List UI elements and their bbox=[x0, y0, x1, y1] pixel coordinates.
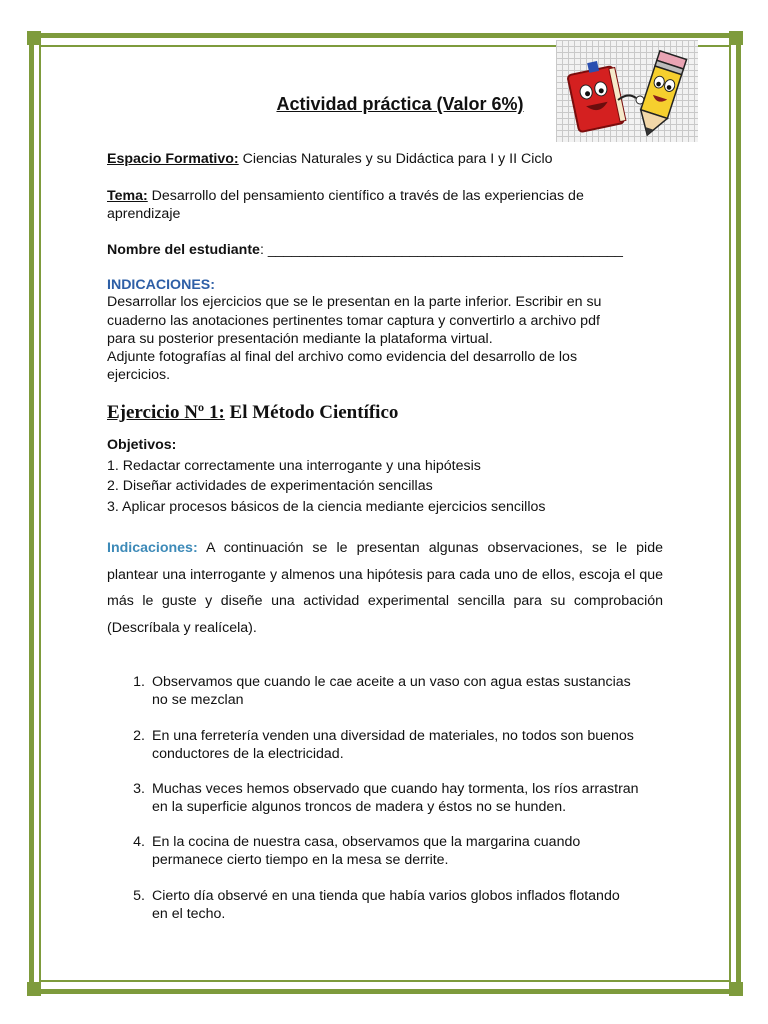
objetivos-heading: Objetivos: bbox=[107, 437, 177, 453]
nombre-line bbox=[107, 241, 623, 259]
border-corner bbox=[729, 982, 743, 996]
indicaciones-line: cuaderno las anotaciones pertinentes tomar captura y convertirlo a archivo pdf bbox=[107, 313, 600, 329]
observacion-text-line1: En una ferretería venden una diversidad de materiales, no todos son buenos bbox=[152, 728, 634, 744]
observacion-text-line2: permanece cierto tiempo en la mesa se derrite. bbox=[152, 852, 449, 868]
objetivo-item: 1. Redactar correctamente una interrogante y una hipótesis bbox=[107, 458, 481, 474]
objetivo-item: 3. Aplicar procesos básicos de la ciencia mediante ejercicios sencillos bbox=[107, 499, 546, 515]
tema-value-line2: aprendizaje bbox=[107, 206, 181, 222]
espacio-formativo-line bbox=[107, 150, 553, 168]
observacion-text-line2: en la superficie algunos troncos de madera y éstos no se hunden. bbox=[152, 799, 567, 815]
observacion-number: 2. bbox=[133, 728, 145, 744]
espacio-formativo-value: Ciencias Naturales y su Didáctica para I y II Ciclo bbox=[238, 151, 553, 167]
observacion-text-line1: Muchas veces hemos observado que cuando hay tormenta, los ríos arrastran bbox=[152, 781, 639, 797]
tema-value-line1: Desarrollo del pensamiento científico a través de las experiencias de bbox=[147, 188, 584, 204]
indicaciones-line: ejercicios. bbox=[107, 367, 171, 383]
page-title: Actividad práctica (Valor 6%) bbox=[276, 94, 524, 114]
nombre-blank: : _____________________________________________ bbox=[259, 242, 623, 258]
observacion-number: 3. bbox=[133, 781, 145, 797]
observacion-text-line1: Observamos que cuando le cae aceite a un vaso con agua estas sustancias bbox=[152, 674, 631, 690]
observacion-number: 1. bbox=[133, 674, 145, 690]
ejercicio-title: El Método Científico bbox=[224, 402, 399, 423]
indicaciones-text: A continuación se le presentan algunas observaciones, se le pide plantear una interrogante y almenos una hipótesis para cada uno de ellos, escoja el que más le guste y diseñe una actividad experimental sencilla para su comprobación (Descríbala y realícela). bbox=[107, 540, 663, 636]
observacion-number: 5. bbox=[133, 888, 145, 904]
indicaciones-heading: INDICACIONES: bbox=[107, 277, 215, 293]
tema-label: Tema: bbox=[107, 188, 148, 204]
indicaciones-paragraph bbox=[107, 535, 663, 641]
ejercicio-heading bbox=[107, 402, 398, 424]
border-corner bbox=[27, 31, 41, 45]
observacion-number: 4. bbox=[133, 834, 145, 850]
indicaciones-label: Indicaciones: bbox=[107, 540, 198, 556]
tema-line bbox=[107, 187, 584, 205]
pencil-character-icon bbox=[634, 40, 694, 140]
objetivo-item: 2. Diseñar actividades de experimentación sencillas bbox=[107, 478, 433, 494]
indicaciones-line: Adjunte fotografías al final del archivo como evidencia del desarrollo de los bbox=[107, 349, 578, 365]
observacion-text-line2: conductores de la electricidad. bbox=[152, 746, 344, 762]
school-illustration bbox=[556, 40, 698, 142]
indicaciones-line: Desarrollar los ejercicios que se le presentan en la parte inferior. Escribir en su bbox=[107, 294, 602, 310]
border-corner bbox=[27, 982, 41, 996]
observacion-text-line1: Cierto día observé en una tienda que había varios globos inflados flotando bbox=[152, 888, 620, 904]
border-corner bbox=[729, 31, 743, 45]
nombre-label: Nombre del estudiante bbox=[107, 242, 260, 258]
ejercicio-label: Ejercicio Nº 1: bbox=[107, 402, 225, 423]
observacion-text-line2: en el techo. bbox=[152, 906, 226, 922]
observacion-text-line2: no se mezclan bbox=[152, 692, 244, 708]
espacio-formativo-label: Espacio Formativo: bbox=[107, 151, 239, 167]
indicaciones-line: para su posterior presentación mediante la plataforma virtual. bbox=[107, 331, 493, 347]
observacion-text-line1: En la cocina de nuestra casa, observamos que la margarina cuando bbox=[152, 834, 581, 850]
